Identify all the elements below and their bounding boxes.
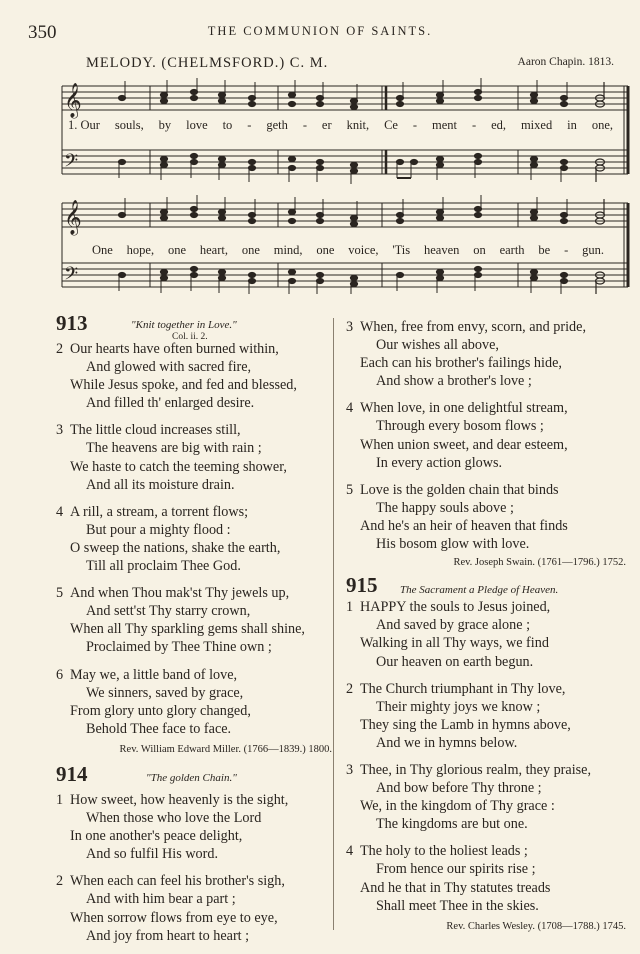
scripture-reference: Col. ii. 2. <box>172 332 208 342</box>
verse-line <box>56 539 332 557</box>
hymn-914-stanzas-left <box>56 791 332 945</box>
verse-text: While Jesus spoke, and fed and blessed, <box>70 377 297 394</box>
verse-text: Our wishes all above, <box>376 337 499 354</box>
verse-line <box>346 842 626 860</box>
verse-text: A rill, a stream, a torrent flows; <box>70 503 249 520</box>
verse-text: And show a brother's love ; <box>376 373 532 390</box>
verse-line <box>56 872 332 890</box>
stanza-number: 2 <box>56 873 64 890</box>
verse-line <box>346 779 626 797</box>
verse-text: We sinners, saved by grace, <box>86 684 244 701</box>
stanza-number: 4 <box>346 843 354 860</box>
verse-line <box>56 476 332 494</box>
stanza <box>56 421 332 493</box>
hymn-number: 915 <box>346 573 378 598</box>
lyric-syllable: - <box>247 118 252 132</box>
stanza-number: 4 <box>56 503 64 520</box>
verse-text: The Church triumphant in Thy love, <box>360 680 566 697</box>
verse-text: And bow before Thy throne ; <box>376 780 542 797</box>
stanza-number: 5 <box>346 481 354 498</box>
verse-line <box>56 358 332 376</box>
hymn-913-stanzas <box>56 340 332 738</box>
verse-line <box>346 417 626 435</box>
lyric-syllable: geth <box>266 118 288 132</box>
stanza <box>346 399 626 471</box>
lyric-syllable: er <box>321 118 332 132</box>
verse-line <box>346 598 626 616</box>
verse-line <box>56 394 332 412</box>
verse-text: Our heaven on earth begun. <box>376 653 534 670</box>
verse-line <box>346 860 626 878</box>
verse-text: From hence our spirits rise ; <box>376 861 536 878</box>
verse-text: In one another's peace delight, <box>70 828 243 845</box>
verse-text: The holy to the holiest leads ; <box>360 843 528 860</box>
verse-text: And with him bear a part ; <box>86 891 236 908</box>
column-divider <box>333 318 334 930</box>
bass-clef-icon: 𝄢 <box>64 264 79 289</box>
stanza <box>346 318 626 390</box>
lyric-syllable: souls, <box>114 118 144 132</box>
stanza-number: 1 <box>56 791 64 808</box>
stanza-number: 4 <box>346 400 354 417</box>
lyric-syllable: mixed <box>520 118 553 132</box>
verse-line <box>56 666 332 684</box>
verse-text: When union sweet, and dear esteem, <box>360 436 568 453</box>
verse-text: They sing the Lamb in hymns above, <box>360 716 571 733</box>
stanza-number: 3 <box>56 422 64 439</box>
lyric-syllable: one <box>316 243 335 257</box>
verse-text: But pour a mighty flood : <box>86 521 231 538</box>
lyric-syllable: - <box>471 118 477 132</box>
verse-line <box>56 827 332 845</box>
verse-text: When those who love the Lord <box>86 810 262 827</box>
lyric-syllable: love <box>186 118 208 132</box>
hymn-title: "Knit together in Love." <box>131 319 237 331</box>
verse-line <box>56 421 332 439</box>
hymn-914-header <box>56 761 332 791</box>
hymn-title: The Sacrament a Pledge of Heaven. <box>400 584 559 597</box>
stanza-number: 2 <box>56 341 64 357</box>
lyric-syllable: - <box>564 243 569 257</box>
page-title: THE COMMUNION OF SAINTS. <box>207 24 433 38</box>
verse-line <box>56 845 332 863</box>
verse-line <box>346 761 626 779</box>
verse-line <box>56 702 332 720</box>
verse-text: Through every bosom flows ; <box>376 418 544 435</box>
verse-text: And we in hymns below. <box>376 734 518 751</box>
melody-lyrics-line-2 <box>92 243 604 258</box>
stanza-number: 1 <box>346 599 354 616</box>
verse-text: Each can his brother's failings hide, <box>360 355 562 372</box>
verse-text: And joy from heart to heart ; <box>86 927 250 944</box>
verse-text: When all Thy sparkling gems shall shine, <box>70 621 305 638</box>
verse-line <box>56 791 332 809</box>
verse-text: How sweet, how heavenly is the sight, <box>70 791 289 808</box>
verse-text: And filled th' enlarged desire. <box>86 395 255 412</box>
verse-line <box>346 616 626 634</box>
verse-text: When sorrow flows from eye to eye, <box>70 909 278 926</box>
verse-line <box>56 909 332 927</box>
verse-line <box>56 638 332 656</box>
hymn-attribution: Rev. Joseph Swain. (1761—1796.) 1752. <box>453 557 626 569</box>
lyric-syllable: to <box>222 118 233 132</box>
verse-text: The heavens are big with rain ; <box>86 440 262 457</box>
verse-line <box>346 517 626 535</box>
hymn-915-stanzas <box>346 598 626 915</box>
verse-text: The little cloud increases still, <box>70 422 241 439</box>
bass-clef-icon: 𝄢 <box>64 151 79 176</box>
stanza-number: 2 <box>346 680 354 697</box>
page-number: 350 <box>28 22 57 43</box>
verse-line <box>346 481 626 499</box>
verse-text: And so fulfil His word. <box>86 846 219 863</box>
verse-line <box>56 927 332 945</box>
stanza <box>346 842 626 914</box>
verse-line <box>56 584 332 602</box>
lyric-syllable: mind, <box>273 243 303 257</box>
melody-composer: Aaron Chapin. 1813. <box>517 56 614 68</box>
verse-line <box>346 499 626 517</box>
lyric-syllable: ed, <box>491 118 507 132</box>
lyric-syllable: be <box>538 243 551 257</box>
lyric-syllable: in <box>567 118 577 132</box>
verse-text: His bosom glow with love. <box>376 536 530 553</box>
verse-text: HAPPY the souls to Jesus joined, <box>360 599 551 616</box>
verse-line <box>56 458 332 476</box>
lyric-syllable: One <box>92 243 113 257</box>
stanza-number: 3 <box>346 319 354 335</box>
lyric-syllable: 'Tis <box>392 243 411 257</box>
stanza-number: 6 <box>56 666 64 683</box>
verse-text: In every action glows. <box>376 454 503 471</box>
verse-text: Their mighty joys we know ; <box>376 698 541 715</box>
lyric-syllable: one <box>241 243 260 257</box>
stanza <box>56 584 332 656</box>
verse-text: And he that in Thy statutes treads <box>360 879 551 896</box>
melody-lyrics-line-1 <box>68 118 613 133</box>
hymn-attribution: Rev. Charles Wesley. (1708—1788.) 1745. <box>446 920 626 932</box>
stanza <box>56 872 332 944</box>
verse-text: When, free from envy, scorn, and pride, <box>360 319 586 335</box>
lyric-syllable: - <box>302 118 307 132</box>
lyric-syllable: ment <box>432 118 458 132</box>
lyric-syllable: heaven <box>423 243 460 257</box>
lyric-syllable: earth <box>499 243 525 257</box>
verse-line <box>346 318 626 336</box>
lyric-syllable: 1. Our <box>68 118 100 132</box>
verse-line <box>346 336 626 354</box>
left-column <box>56 311 332 954</box>
verse-line <box>56 890 332 908</box>
verse-line <box>346 535 626 553</box>
verse-text: And sett'st Thy starry crown, <box>86 603 251 620</box>
verse-line <box>56 521 332 539</box>
lyric-syllable: by <box>158 118 172 132</box>
melody-title: MELODY. (CHELMSFORD.) C. M. <box>86 55 329 71</box>
hymn-title: "The golden Chain." <box>146 771 237 784</box>
verse-text: The happy souls above ; <box>376 499 514 516</box>
lyric-syllable: voice, <box>348 243 379 257</box>
hymn-913-header <box>56 311 332 342</box>
lyric-syllable: Ce <box>384 118 398 132</box>
verse-line <box>346 680 626 698</box>
verse-line <box>56 809 332 827</box>
verse-text: May we, a little band of love, <box>70 666 238 683</box>
verse-line <box>346 634 626 652</box>
verse-text: Thee, in Thy glorious realm, they praise, <box>360 761 592 778</box>
verse-line <box>346 734 626 752</box>
stanza-number: 3 <box>346 761 354 778</box>
verse-line <box>346 879 626 897</box>
stanza-number: 5 <box>56 585 64 602</box>
verse-line <box>346 454 626 472</box>
verse-line <box>346 653 626 671</box>
verse-line <box>56 439 332 457</box>
hymn-attribution: Rev. William Edward Miller. (1766—1839.) 1800. <box>119 743 332 755</box>
verse-text: And when Thou mak'st Thy jewels up, <box>70 585 290 602</box>
verse-text: And saved by grace alone ; <box>376 617 531 634</box>
verse-line <box>346 372 626 390</box>
verse-line <box>346 399 626 417</box>
verse-text: Our hearts have often burned within, <box>70 341 279 357</box>
verse-line <box>346 815 626 833</box>
stanza <box>346 761 626 833</box>
verse-line <box>346 354 626 372</box>
stanza <box>56 791 332 863</box>
verse-line <box>56 557 332 575</box>
lyric-syllable: on <box>473 243 486 257</box>
verse-text: Shall meet Thee in the skies. <box>376 897 539 914</box>
verse-text: O sweep the nations, shake the earth, <box>70 539 281 556</box>
lyric-syllable: one <box>167 243 187 257</box>
verse-text: Walking in all Thy ways, we find <box>360 635 549 652</box>
verse-line <box>56 503 332 521</box>
hymn-915-header <box>346 573 626 598</box>
verse-text: Love is the golden chain that binds <box>360 481 559 498</box>
verse-line <box>56 720 332 738</box>
verse-text: Behold Thee face to face. <box>86 720 232 737</box>
verse-text: The kingdoms are but one. <box>376 816 528 833</box>
verse-line <box>56 684 332 702</box>
stanza <box>346 680 626 752</box>
hymn-914-stanzas-right <box>346 318 626 553</box>
verse-line <box>346 698 626 716</box>
verse-text: Till all proclaim Thee God. <box>86 558 241 575</box>
stanza <box>346 481 626 553</box>
lyric-syllable: gun. <box>582 243 604 257</box>
stanza <box>346 598 626 670</box>
verse-text: When love, in one delightful stream, <box>360 400 568 417</box>
treble-clef-icon: 𝄞 <box>64 83 82 118</box>
verse-text: Proclaimed by Thee Thine own ; <box>86 639 272 656</box>
verse-text: From glory unto glory changed, <box>70 702 251 719</box>
lyric-syllable: hope, <box>126 243 155 257</box>
stanza <box>56 340 332 412</box>
hymn-number: 914 <box>56 761 88 786</box>
stanza <box>56 503 332 575</box>
verse-text: And all its moisture drain. <box>86 476 235 493</box>
verse-line <box>56 376 332 394</box>
verse-line <box>346 436 626 454</box>
lyric-syllable: heart, <box>199 243 228 257</box>
verse-line <box>346 897 626 915</box>
verse-text: We, in the kingdom of Thy grace : <box>360 798 555 815</box>
verse-line <box>56 620 332 638</box>
verse-text: We haste to catch the teeming shower, <box>70 458 287 475</box>
verse-text: And he's an heir of heaven that finds <box>360 517 568 534</box>
hymn-number: 913 <box>56 311 88 335</box>
verse-line <box>346 716 626 734</box>
verse-line <box>346 797 626 815</box>
verse-text: And glowed with sacred fire, <box>86 359 252 376</box>
verse-text: When each can feel his brother's sigh, <box>70 873 285 890</box>
lyric-syllable: knit, <box>346 118 370 132</box>
verse-line <box>56 602 332 620</box>
lyric-syllable: - <box>412 118 418 132</box>
right-column <box>346 318 626 936</box>
lyric-syllable: one, <box>591 118 613 132</box>
treble-clef-icon: 𝄞 <box>64 200 82 235</box>
stanza <box>56 666 332 738</box>
